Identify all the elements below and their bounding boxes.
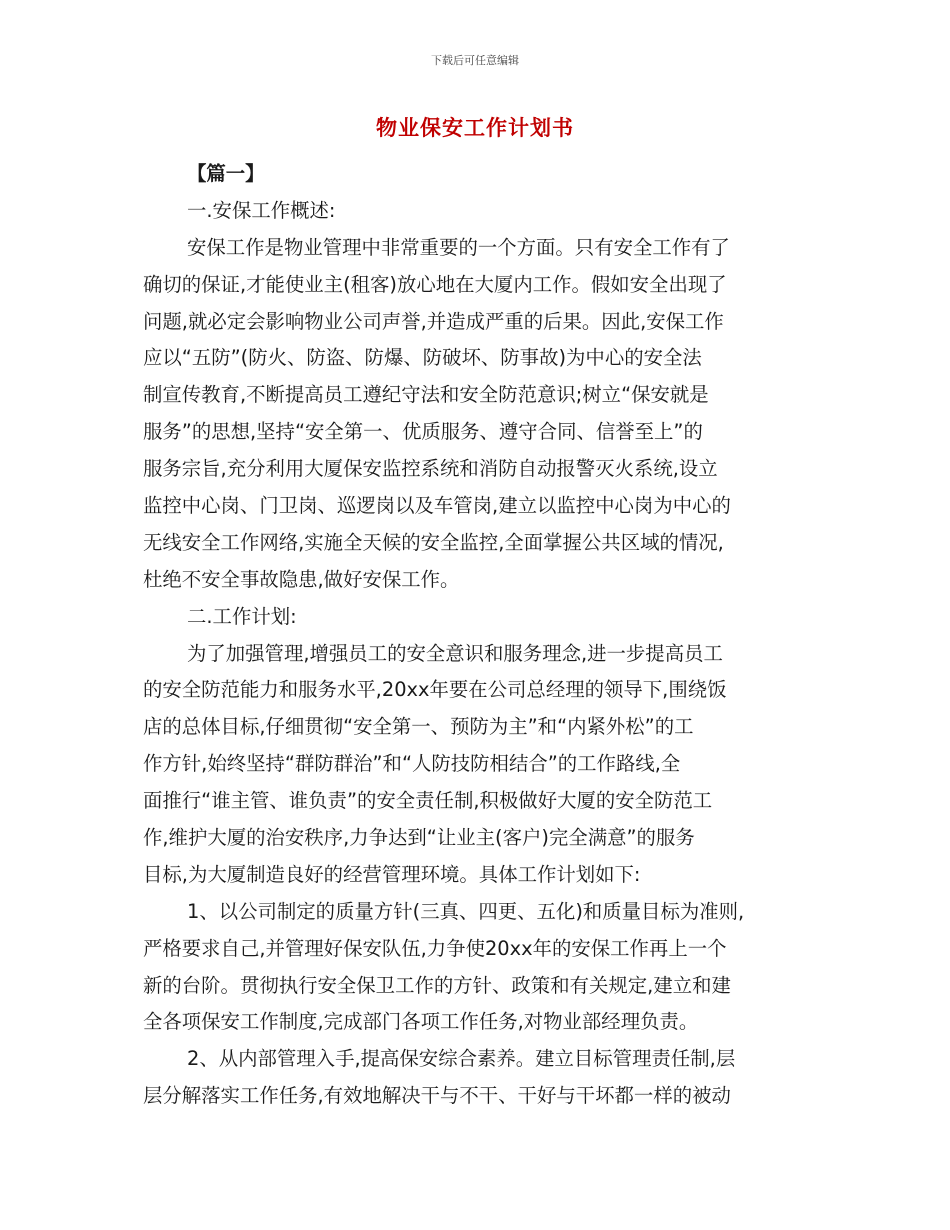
page-header-note: 下载后可任意编辑 <box>431 54 519 67</box>
text-line: 新的台阶。贯彻执行安全保卫工作的方针、政策和有关规定,建立和建 <box>143 973 731 997</box>
text-line: 1、以公司制定的质量方针(三真、四更、五化)和质量目标为准则, <box>187 899 745 923</box>
text-line: 作方针,始终坚持“群防群治”和“人防技防相结合”的工作路线,全 <box>143 752 681 776</box>
text-line: 一.安保工作概述: <box>187 198 336 222</box>
text-line: 2、从内部管理入手,提高保安综合素养。建立目标管理责任制,层 <box>187 1047 736 1071</box>
text-line: 监控中心岗、门卫岗、巡逻岗以及车管岗,建立以监控中心岗为中心的 <box>143 494 731 518</box>
section-label: 【篇一】 <box>187 162 265 185</box>
text-line: 应以“五防”(防火、防盗、防爆、防破坏、防事故)为中心的安全法 <box>143 346 702 370</box>
paragraph-lines <box>143 193 815 1115</box>
text-line: 作,维护大厦的治安秩序,力争达到“让业主(客户)完全满意”的服务 <box>143 826 695 850</box>
text-line: 二.工作计划: <box>187 604 297 628</box>
document-title: 物业保安工作计划书 <box>376 116 574 140</box>
text-line: 无线安全工作网络,实施全天候的安全监控,全面掌握公共区域的情况, <box>143 530 724 554</box>
text-line: 确切的保证,才能使业主(租客)放心地在大厦内工作。假如安全出现了 <box>143 272 727 296</box>
text-line: 为了加强管理,增强员工的安全意识和服务理念,进一步提高员工 <box>187 641 723 665</box>
document-body <box>143 156 815 1115</box>
text-line: 制宣传教育,不断提高员工遵纪守法和安全防范意识;树立“保安就是 <box>143 383 709 407</box>
text-line: 杜绝不安全事故隐患,做好安保工作。 <box>143 567 460 591</box>
text-line: 面推行“谁主管、谁负责”的安全责任制,积极做好大厦的安全防范工 <box>143 789 713 813</box>
text-line: 的安全防范能力和服务水平,20xx年要在公司总经理的领导下,围绕饭 <box>143 678 727 702</box>
text-line: 服务宗旨,充分利用大厦保安监控系统和消防自动报警灭火系统,设立 <box>143 457 718 481</box>
text-line: 目标,为大厦制造良好的经营管理环境。具体工作计划如下: <box>143 862 641 886</box>
text-line: 店的总体目标,仔细贯彻“安全第一、预防为主”和“内紧外松”的工 <box>143 715 694 739</box>
text-line: 全各项保安工作制度,完成部门各项工作任务,对物业部经理负责。 <box>143 1010 699 1034</box>
text-line: 安保工作是物业管理中非常重要的一个方面。只有安全工作有了 <box>187 235 730 259</box>
text-line: 问题,就必定会影响物业公司声誉,并造成严重的后果。因此,安保工作 <box>143 309 724 333</box>
text-line: 服务”的思想,坚持“安全第一、优质服务、遵守合同、信誉至上”的 <box>143 420 703 444</box>
text-line: 严格要求自己,并管理好保安队伍,力争使20xx年的安保工作再上一个 <box>143 936 727 960</box>
text-line: 层分解落实工作任务,有效地解决干与不干、干好与干坏都一样的被动 <box>143 1084 731 1108</box>
